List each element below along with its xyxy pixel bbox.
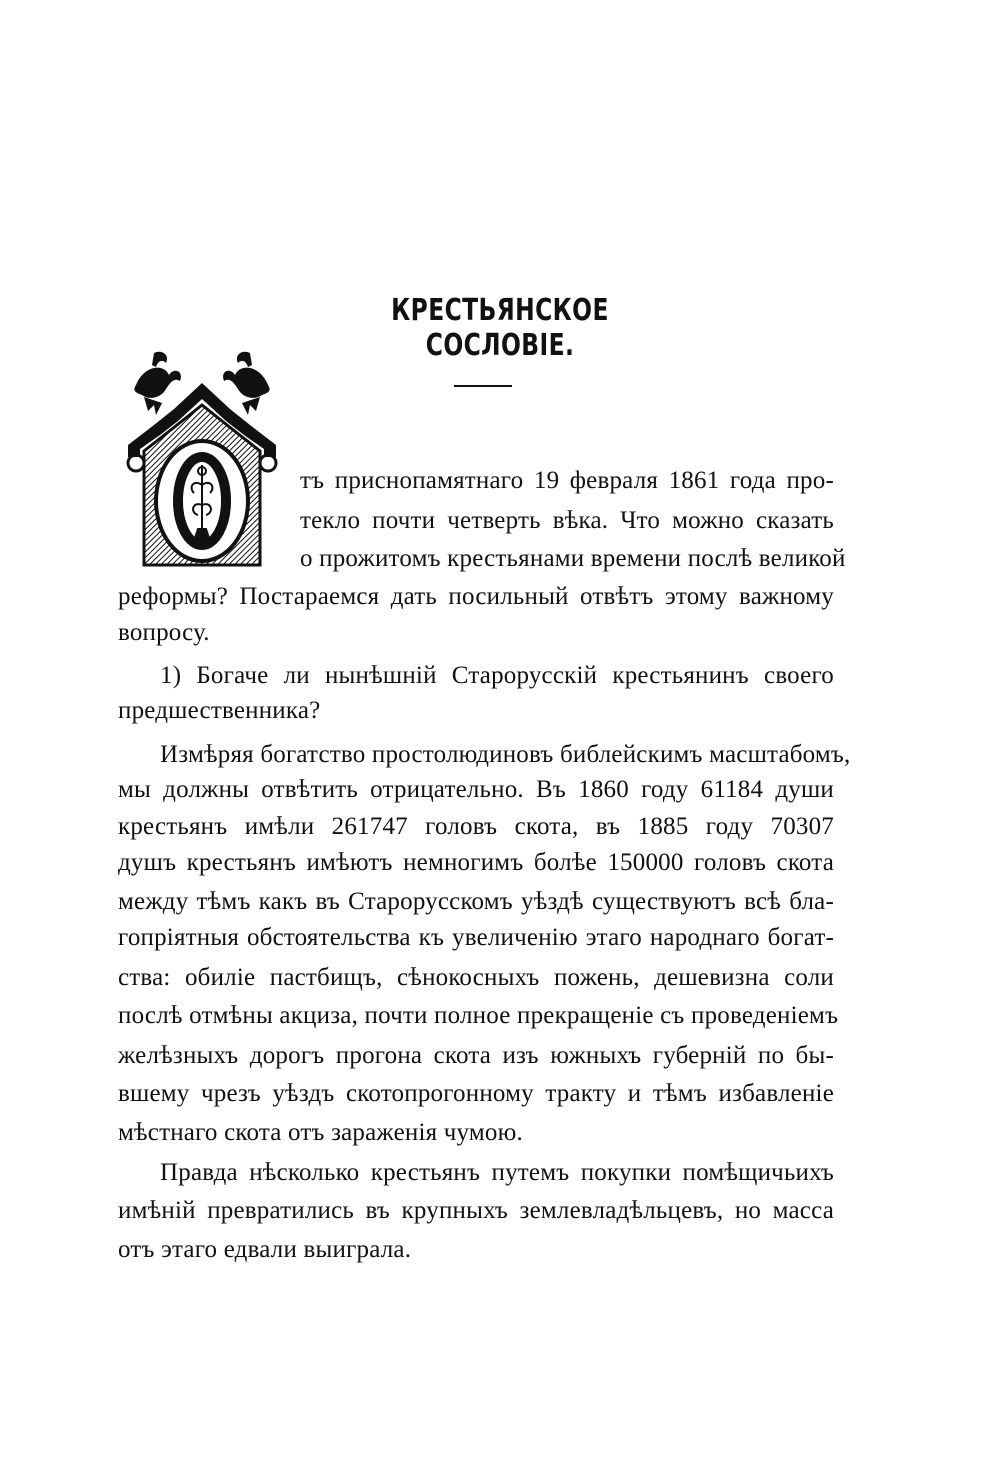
text-line: тъ приснопамятнаго 19 февраля 1861 года про-	[300, 467, 834, 494]
text-line: вопросу.	[118, 619, 210, 646]
text-line: 1) Богаче ли нынѣшній Старорусскій крестьянинъ своего	[160, 662, 834, 689]
text-line: гопріятныя обстоятельства къ увеличенію этаго народнаго богат-	[118, 924, 834, 951]
text-line: мы должны отвѣтить отрицательно. Въ 1860 году 61184 души	[118, 776, 834, 803]
text-line: между тѣмъ какъ въ Старорусскомъ уѣздѣ существуютъ всѣ бла-	[118, 888, 834, 915]
text-line: отъ этаго едвали выиграла.	[118, 1236, 412, 1263]
text-line: о прожитомъ крестьянами времени послѣ великой	[300, 545, 846, 572]
griffin-left-icon	[134, 352, 181, 415]
text-line: реформы? Постараемся дать посильный отвѣтъ этому важному	[118, 583, 834, 610]
text-line: желѣзныхъ дорогъ прогона скота изъ южныхъ губерній по бы-	[118, 1042, 834, 1069]
title-rule	[454, 385, 512, 387]
griffin-right-icon	[223, 352, 270, 415]
text-line: Измѣряя богатство простолюдиновъ библейскимъ масштабомъ,	[160, 741, 851, 768]
text-line: душъ крестьянъ имѣютъ немногимъ болѣе 150000 головъ скота	[118, 849, 834, 876]
text-line: крестьянъ имѣли 261747 головъ скота, въ 1885 году 70307	[118, 813, 834, 840]
text-line: предшественника?	[118, 697, 321, 724]
text-line: ства: обиліе пастбищъ, сѣнокосныхъ пожень, дешевизна соли	[118, 964, 834, 991]
drop-cap-ornament	[114, 345, 290, 570]
text-line: мѣстнаго скота отъ зараженія чумою.	[118, 1119, 523, 1146]
text-line: вшему чрезъ уѣздъ скотопрогонному тракту и тѣмъ избавленіе	[118, 1080, 834, 1107]
chapter-title: КРЕСТЬЯНСКОЕ СОСЛОВІЕ.	[391, 293, 609, 363]
text-line: Правда нѣсколько крестьянъ путемъ покупки помѣщичьихъ	[160, 1159, 834, 1186]
text-line: послѣ отмѣны акциза, почти полное прекращеніе съ проведеніемъ	[118, 1002, 839, 1029]
text-line: текло почти четверть вѣка. Что можно сказать	[300, 507, 834, 534]
text-line: имѣній превратились въ крупныхъ землевладѣльцевъ, но масса	[118, 1197, 834, 1224]
